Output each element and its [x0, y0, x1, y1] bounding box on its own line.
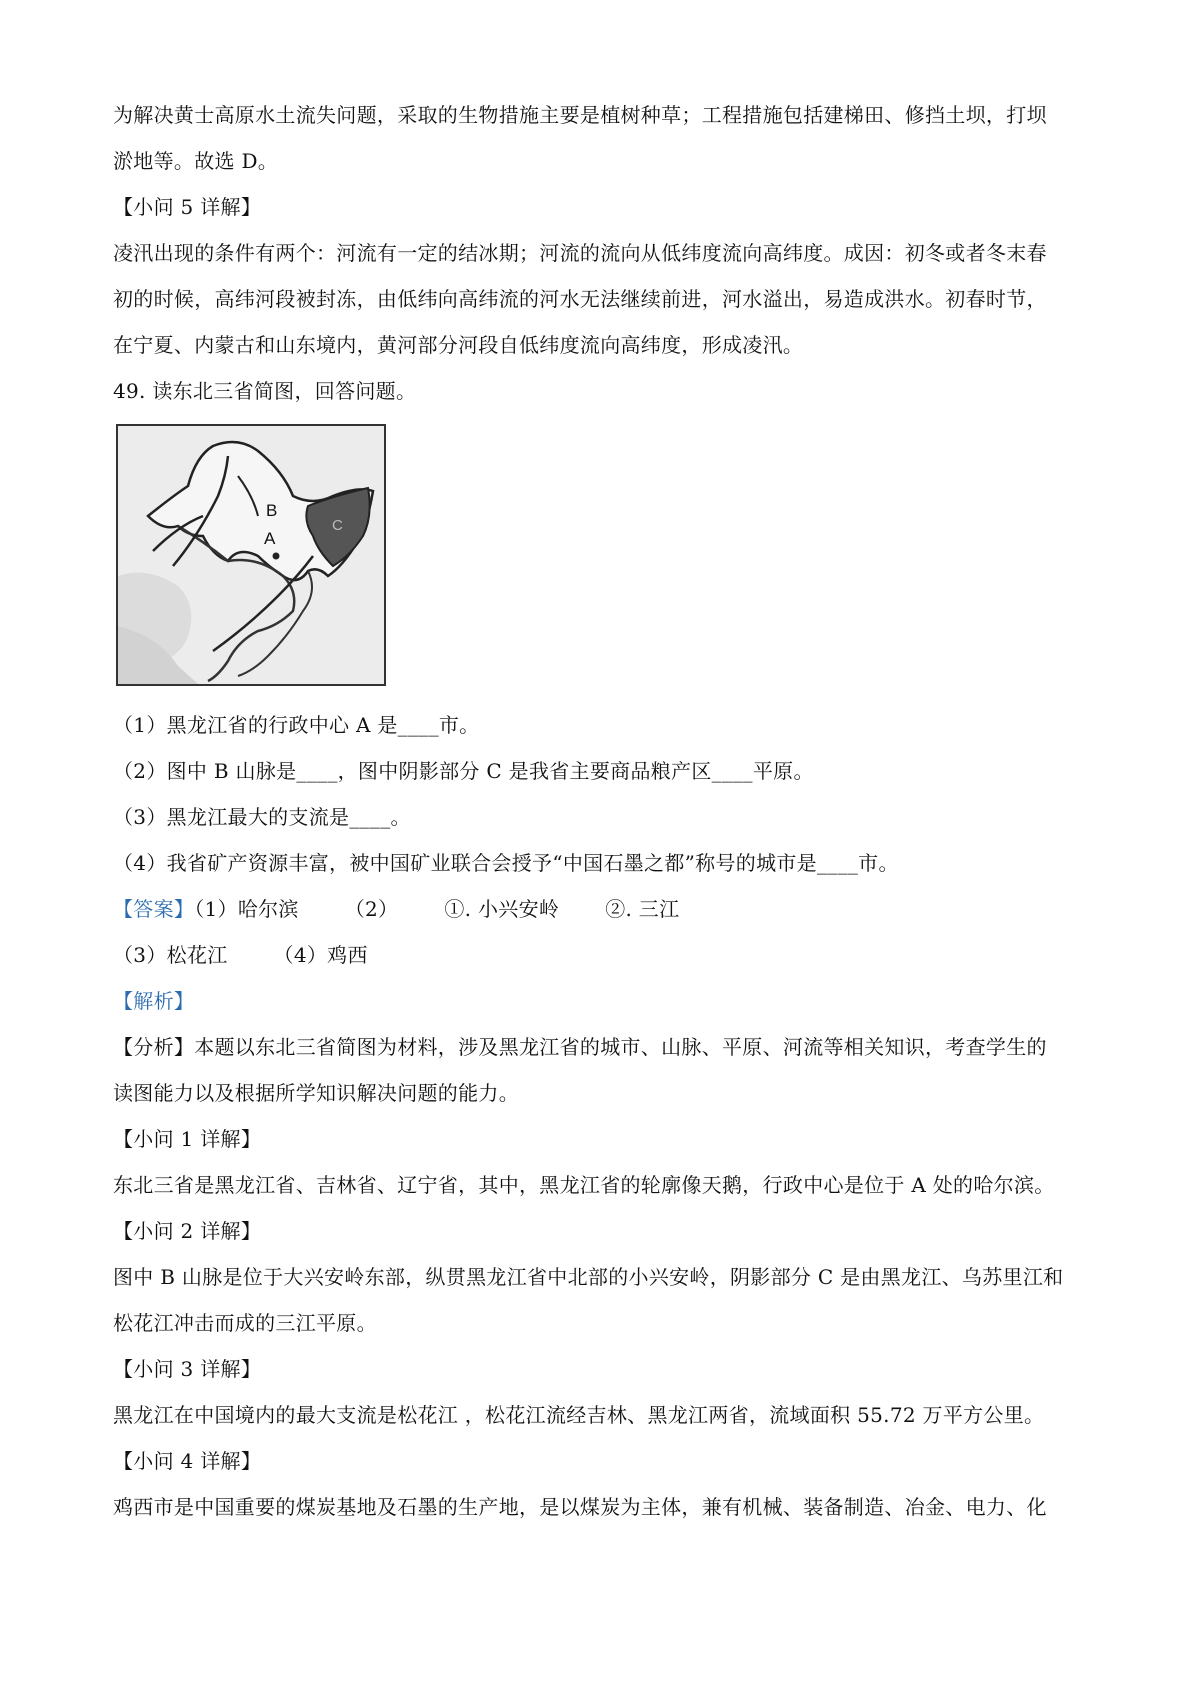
harbin-dot	[273, 553, 280, 560]
q5-detail-line-1: 凌汛出现的条件有两个：河流有一定的结冰期；河流的流向从低纬度流向高纬度。成因：初冬或者冬末春	[113, 241, 1047, 265]
detail-3-line-1: 黑龙江在中国境内的最大支流是松花江 ，松花江流经吉林、黑龙江两省，流域面积 55.72 万平方公里。	[113, 1403, 1045, 1427]
northeast-map	[116, 424, 386, 686]
map-label-b: B	[266, 501, 278, 520]
answer-tag: 【答案】	[113, 897, 195, 921]
detail-2-line-1: 图中 B 山脉是位于大兴安岭东部，纵贯黑龙江省中北部的小兴安岭，阴影部分 C 是由黑龙江、乌苏里江和	[113, 1265, 1064, 1289]
answer-3: （3）松花江	[113, 943, 228, 967]
answer-line-2	[113, 932, 1103, 978]
carryover-line-2: 淤地等。故选 D。	[113, 149, 279, 173]
detail-4-header: 【小问 4 详解】	[113, 1449, 262, 1473]
answer-1: （1）哈尔滨	[194, 897, 299, 921]
map-label-a: A	[264, 529, 276, 548]
northeast-map-graphic	[118, 426, 384, 684]
answer-2-part-1: ①. 小兴安岭	[444, 897, 560, 921]
q5-detail-line-3: 在宁夏、内蒙古和山东境内，黄河部分河段自低纬度流向高纬度，形成凌汛。	[113, 333, 804, 357]
question-49-item-4: （4）我省矿产资源丰富，被中国矿业联合会授予“中国石墨之都”称号的城市是____市。	[113, 851, 899, 875]
answer-2-part-2: ②. 三江	[605, 897, 680, 921]
analysis-tag: 【解析】	[113, 989, 195, 1013]
question-49-item-3: （3）黑龙江最大的支流是____。	[113, 805, 411, 829]
answer-4: （4）鸡西	[273, 943, 368, 967]
analysis-summary-line-1: 【分析】本题以东北三省简图为材料，涉及黑龙江省的城市、山脉、平原、河流等相关知识，考查学生的	[113, 1035, 1047, 1059]
answer-2-number: （2）	[344, 897, 399, 921]
question-49-item-1: （1）黑龙江省的行政中心 A 是____市。	[113, 713, 480, 737]
question-49-stem: 49. 读东北三省简图，回答问题。	[113, 379, 417, 403]
detail-3-header: 【小问 3 详解】	[113, 1357, 262, 1381]
q5-detail-header: 【小问 5 详解】	[113, 195, 262, 219]
q5-detail-line-2: 初的时候，高纬河段被封冻，由低纬向高纬流的河水无法继续前进，河水溢出，易造成洪水。初春时节，	[113, 287, 1047, 311]
map-label-c: C	[332, 517, 343, 534]
answer-line-1	[113, 886, 1103, 932]
analysis-summary-line-2: 读图能力以及根据所学知识解决问题的能力。	[113, 1081, 519, 1105]
detail-2-line-2: 松花江冲击而成的三江平原。	[113, 1311, 377, 1335]
document-content	[113, 92, 1103, 1530]
detail-2-header: 【小问 2 详解】	[113, 1219, 262, 1243]
detail-1-line-1: 东北三省是黑龙江省、吉林省、辽宁省，其中，黑龙江省的轮廓像天鹅，行政中心是位于 A 处的哈尔滨。	[113, 1173, 1055, 1197]
question-49-item-2: （2）图中 B 山脉是____，图中阴影部分 C 是我省主要商品粮产区____平原。	[113, 759, 814, 783]
detail-1-header: 【小问 1 详解】	[113, 1127, 262, 1151]
detail-4-line-1: 鸡西市是中国重要的煤炭基地及石墨的生产地，是以煤炭为主体，兼有机械、装备制造、冶金、电力、化	[113, 1495, 1047, 1519]
carryover-line-1: 为解决黄士高原水土流失问题，采取的生物措施主要是植树种草；工程措施包括建梯田、修挡土坝，打坝	[113, 103, 1047, 127]
